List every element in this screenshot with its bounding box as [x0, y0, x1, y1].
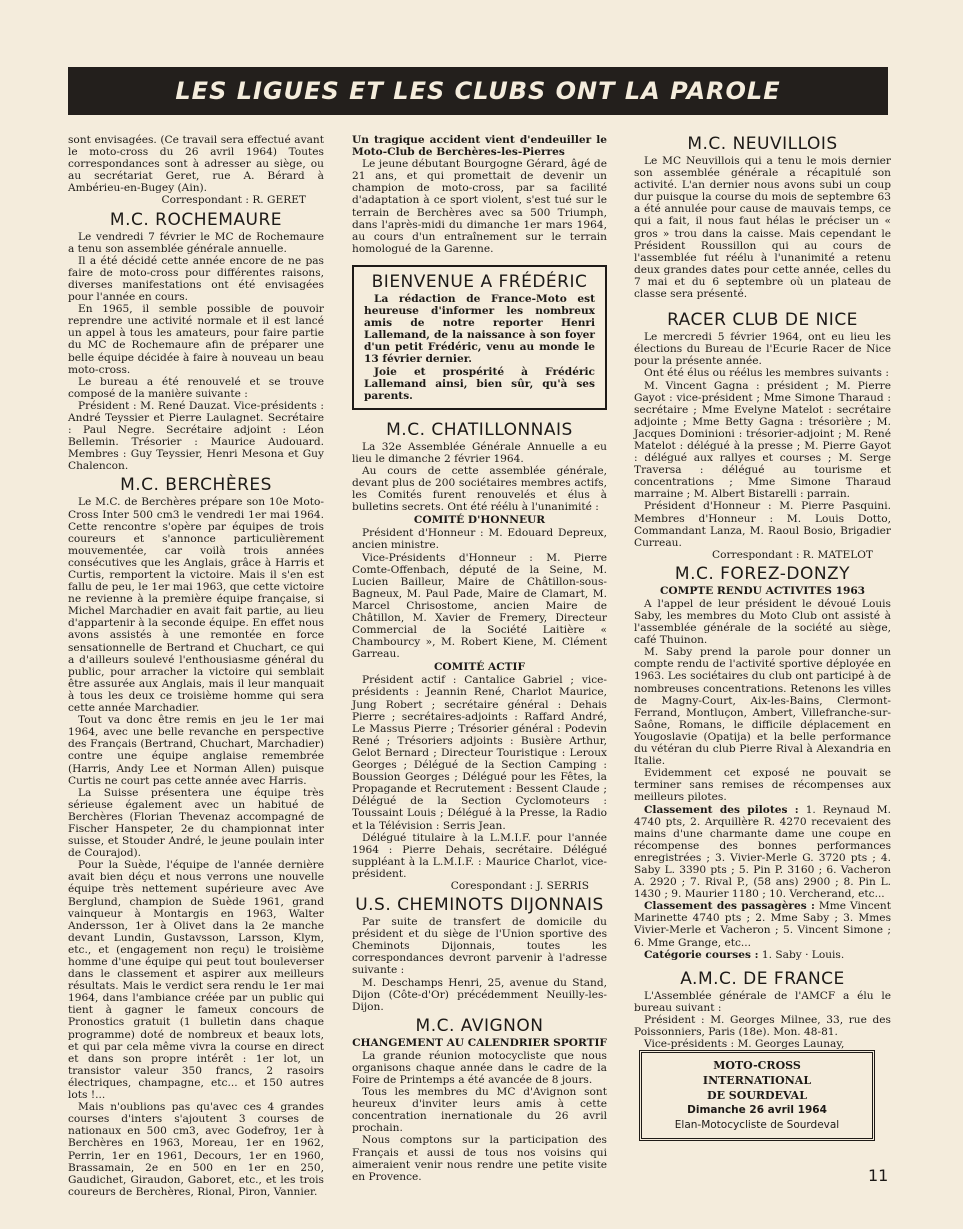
amc-paragraph: Président : M. Georges Milnee, 33, rue des Poissonniers, Paris (18e). Mon. 48-81.	[634, 1013, 891, 1038]
ad-line-1: MOTO-CROSS	[713, 1059, 801, 1072]
category-ranking	[634, 949, 891, 961]
welcome-paragraph: Joie et prospérité à Frédéric Lallemand ainsi, bien sûr, qu'à ses parents.	[364, 365, 595, 402]
rochemaure-paragraph: Le bureau a été renouvelé et se trouve composé de la manière suivante :	[68, 375, 324, 400]
chatillonnais-signature: Corespondant : J. SERRIS	[450, 879, 589, 892]
column-middle	[352, 134, 607, 1183]
rochemaure-paragraph: Il a été décidé cette année encore de ne pas faire de moto-cross pour différentes raisons, diverses manifestations ont été envisagées pour l'année en cours.	[68, 254, 324, 304]
amc-paragraph: L'Assemblée générale de l'AMCF a élu le bureau suivant :	[634, 989, 891, 1014]
nice-paragraph: Président d'Honneur : M. Pierre Pasquini. Membres d'Honneur : M. Louis Dotto, Commandant Lanza, M. Raoul Bosio, Brigadier Curreau.	[634, 500, 891, 549]
intro-text: sont envisagées. (Ce travail sera effectué avant le moto-cross du 26 avril 1964) Toutes correspondances sont à adresser au siège, ou au secrétariat Geret, rue A. Bérard à Ambérieu-en-Bugey (Ain).	[68, 134, 324, 195]
column-right	[634, 134, 891, 1050]
avignon-paragraph: Nous comptons sur la participation des Français et aussi de tous nos voisins qui aimeraient venir nous rendre une petite visite en Provence.	[352, 1134, 607, 1183]
category-label: Catégorie courses :	[644, 948, 759, 961]
category-text: 1. Saby · Louis.	[761, 948, 845, 961]
honour-paragraph: Président d'Honneur : M. Edouard Depreux, ancien ministre.	[352, 527, 607, 552]
neuvillois-title: M.C. NEUVILLOIS	[687, 134, 838, 154]
avignon-paragraph: Tous les membres du MC d'Avignon sont heureux d'inviter leurs amis à cette concentration inernationale du 26 avril prochain.	[352, 1086, 607, 1135]
bercheres-paragraph: Pour la Suède, l'équipe de l'année dernière avait bien déçu et nous verrons une nouvelle équipe très nettement supérieure avec Ave Berglund, champion de Suède 1961, grand vainqueur à Montargis en 1963, Walter Andersson, 1er à Olivet dans la 2e manche devant Lundin, Gustavsson, Larsson, Klym, etc., et (engagement non reçu) le troisième homme d'une équipe qui peut tout bouleverser dans le classement et aspirer aux meilleurs résultats. Mais le verdict sera rendu le 1er mai 1964, dans l'ambiance créée par un public qui tient à gagner le fameux concours de Pronostics gratuit (1 bulletin dans chaque programme) doté de nombreux et beaux lots, et qui par cela même vivra la course en direct et dans son propre intérêt : 1er lot, un transistor valeur 350 francs, 2 rasoirs électriques, champagne, etc... et 150 autres lots !...	[68, 859, 324, 1102]
ad-date: Dimanche 26 avril 1964	[687, 1104, 827, 1116]
forez-paragraph: A l'appel de leur président le dévoué Louis Saby, les membres du Moto Club ont assisté à l'assemblée générale de la société au siège, café Thuinon.	[634, 597, 891, 647]
pilots-text: 1. Reynaud M. 4740 pts, 2. Arquillère R. 4270 recevaient des mains d'une charmante dame une coupe en récompense des bonnes performances enregistrées ; 3. Vivier-Merle G. 3720 pts ; 4. Saby L. 3390 pts ; 5. Pin P. 3160 ; 6. Vacheron A. 2920 ; 7. Rival P., (58 ans) 2900 ; 8. Pin L. 1430 ; 9. Maurier 1180 ; 10. Vercherand, etc...	[634, 803, 891, 901]
bercheres-paragraph: La Suisse présentera une équipe très sérieuse également avec un habitué de Berchères (Florian Thevenaz accompagné de Fischer Hanspeter, 2e du championnat inter suisse, et Stouder André, le jeune poulain inter de Courajod).	[68, 786, 324, 860]
amc-title: A.M.C. DE FRANCE	[680, 968, 845, 989]
page-number: 11	[868, 1166, 889, 1185]
nice-title: RACER CLUB DE NICE	[667, 310, 858, 331]
pilots-ranking	[634, 804, 891, 901]
chatillonnais-paragraph: La 32e Assemblée Générale Annuelle a eu lieu le dimanche 2 février 1964.	[352, 440, 607, 465]
amc-paragraph: Vice-présidents : M. Georges Launay,	[644, 1038, 845, 1051]
active-paragraph: Président actif : Cantalice Gabriel ; vice-présidents : Jeannin René, Charlot Maurice, Jung Robert ; secrétaire général : Dehais Pierre ; secrétaires-adjoints : Raffard André, Le Massus Pierre ; Trésorier général : Podevin René ; Trésoriers adjoints : Busière Arthur, Gelot Bernard ; Directeur Touristique : Leroux Georges ; Délégué de la Section Camping : Boussion Georges ; Délégué pour les Fêtes, la Propagande et Recrutement : Bessent Claude ; Délégué de la Section Cyclomoteurs : Toussaint Louis ; Délégué à la Presse, la Radio et la Télévision : Serris Jean.	[352, 674, 607, 832]
bercheres-title: M.C. BERCHÈRES	[120, 475, 272, 496]
neuvillois-paragraph: Le MC Neuvillois qui a tenu le mois dernier son assemblée générale a récapitulé son activité. L'an dernier nous avons subi un coup dur puisque la course du mois de septembre 63 a été annulée pour cause de mauvais temps, ce qui a fait, il nous faut hélas le préciser un « gros » trou dans la caisse. Mais cependant le Président Roussillon qui au cours de l'assemblée fut réélu à l'unanimité a retenu deux grandes dates pour cette année, celles du 7 mai et du 6 septembre où un plateau de classe sera présenté.	[634, 155, 891, 301]
avignon-paragraph: La grande réunion motocycliste que nous organisons chaque année dans le cadre de la Foire de Printemps a été avancée de 8 jours.	[352, 1049, 607, 1086]
bercheres-paragraph: Le M.C. de Berchères prépare son 10e Moto-Cross Inter 500 cm3 le vendredi 1er mai 1964. Cette rencontre s'opère par équipes de trois coureurs et s'annonce particulièrement mouvementée, car voilà trois années consécutives que les Anglais, grâce à Harris et Curtis, remportent la victoire. Mais il s'en est fallu de peu, le 1er mai 1963, que cette victoire ne revienne à la première équipe française, si Michel Marchadier en avait fait partie, au lieu d'appartenir à la seconde équipe. En effet nous avons assistés à une remontée en force sensationnelle de Bertrand et Chuchart, ce qui a d'ailleurs soulevé l'enthousiasme général du public, pour arracher la victoire qui semblait être assurée aux Anglais, mais il leur manquait à tous les deux ce troisième homme qui sera cette année Marchadier.	[68, 496, 324, 715]
welcome-paragraph: La rédaction de France-Moto est heureuse d'informer les nombreux amis de notre reporter Henri Lallemand, de la naissance à son foyer d'un petit Frédéric, venu au monde le 13 février dernier.	[364, 292, 595, 366]
active-paragraph: Délégué titulaire à la L.M.I.F. pour l'année 1964 : Pierre Dehais, secrétaire. Délégué suppléant à la L.M.I.F. : Maurice Charlot, vice-président.	[352, 831, 607, 880]
cheminots-paragraph: M. Deschamps Henri, 25, avenue du Stand, Dijon (Côte-d'Or) précédemment Neuilly-les-Dijon.	[352, 976, 607, 1013]
intro-signature: Correspondant : R. GERET	[161, 194, 306, 207]
accident-headline: Un tragique accident vient d'endeuiller le Moto-Club de Berchères-les-Pierres	[352, 134, 607, 159]
chatillonnais-title: M.C. CHATILLONNAIS	[386, 419, 573, 440]
rochemaure-paragraph: Président : M. René Dauzat. Vice-présidents : André Teyssier et Pierre Laulagnet. Secrétaire : Paul Negre. Secrétaire adjoint : Léon Bellemin. Trésorier : Maurice Audouard. Membres : Guy Teyssier, Henri Mesona et Guy Chalencon.	[68, 399, 324, 473]
cheminots-title: U.S. CHEMINOTS DIJONNAIS	[355, 895, 604, 916]
avignon-subtitle: CHANGEMENT AU CALENDRIER SPORTIF	[352, 1036, 607, 1049]
active-committee-title: COMITÉ ACTIF	[434, 661, 525, 674]
rochemaure-paragraph: En 1965, il semble possible de pouvoir reprendre une activité normale et il est lancé un appel à tous les amateurs, pour faire partie du MC de Rochemaure afin de préparer une belle équipe décidée à faire à nouveau un beau moto-cross.	[68, 303, 324, 376]
rochemaure-title: M.C. ROCHEMAURE	[109, 209, 283, 230]
rochemaure-paragraph: Le vendredi 7 février le MC de Rochemaure a tenu son assemblée générale annuelle.	[68, 230, 324, 255]
avignon-title: M.C. AVIGNON	[415, 1015, 544, 1036]
column-left	[68, 134, 324, 1198]
ad-organizer: Elan-Motocycliste de Sourdeval	[674, 1119, 840, 1131]
welcome-title: BIENVENUE A FRÉDÉRIC	[371, 271, 588, 292]
nice-paragraph: Ont été élus ou réélus les membres suivants :	[644, 367, 889, 380]
honour-committee-title: COMITÉ D'HONNEUR	[413, 514, 546, 527]
nice-paragraph: M. Vincent Gagna : président ; M. Pierre Gayot : vice-président ; Mme Simone Tharaud : secrétaire ; Mme Evelyne Matelot : secrétaire adjointe ; Mme Betty Gagna : trésorière ; M. Jacques Dominioni : trésorier-adjoint ; M. René Matelot : délégué à la presse ; M. Pierre Gayot : délégué aux rallyes et courses ; M. Serge Traversa : délégué au tourisme et concentrations ; Mme Simone Tharaud marraine ; M. Albert Bistarelli : parrain.	[634, 379, 891, 501]
passengers-text: Mme Vincent Marinette 4740 pts ; 2. Mme Saby ; 3. Mmes Vivier-Merle et Vacheron ; 5. Vincent Simone ; 6. Mme Grange, etc...	[634, 900, 891, 949]
nice-signature: Correspondant : R. MATELOT	[712, 548, 873, 561]
section-banner	[68, 67, 888, 115]
passengers-ranking	[634, 900, 891, 948]
bercheres-paragraph: Mais n'oublions pas qu'avec ces 4 grandes courses d'inters s'ajoutent 3 courses de nationaux en 500 cm3, avec Godefroy, 1er à Berchères en 1963, Moreau, 1er en 1962, Perrin, 1er en 1961, Decours, 1er en 1960, Brassamain, 2e en 500 en 1er en 250, Gaudichet, Giraudon, Gaboret, etc., et les trois coureurs de Berchères, Rional, Piron, Vannier.	[68, 1101, 324, 1198]
banner-title: LES LIGUES ET LES CLUBS ONT LA PAROLE	[175, 77, 781, 105]
forez-subtitle: COMPTE RENDU ACTIVITES 1963	[659, 584, 866, 597]
passengers-label: Classement des passagères :	[644, 900, 815, 913]
ad-line-3: DE SOURDEVAL	[707, 1089, 807, 1102]
forez-paragraph: M. Saby prend la parole pour donner un compte rendu de l'activité sportive déployée en 1963. Les sociétaires du club ont participé à de nombreuses concentrations. Retenons les villes de Magny-Court, Aix-les-Bains, Clermont-Ferrand, Montluçon, Ambert, Villefranche-sur-Saône, Romans, le difficile déplacement en Yougoslavie (Opatija) et la belle performance du vétéran du club Pierre Rival à Alexandria en Italie.	[634, 646, 891, 768]
accident-text: Le jeune débutant Bourgogne Gérard, âgé de 21 ans, et qui promettait de devenir un champion de moto-cross, par sa facilité d'adaptation à ce sport violent, s'est tué sur le terrain de Berchères avec sa 500 Triumph, dans l'après-midi du dimanche 1er mars 1964, au cours d'un entraînement sur le terrain homologué de la Garenne.	[352, 158, 607, 255]
honour-paragraph: Vice-Présidents d'Honneur : M. Pierre Comte-Offenbach, député de la Seine, M. Lucien Bailleur, Maire de Châtillon-sous-Bagneux, M. Paul Pade, Maire de Clamart, M. Marcel Chrisostome, ancien Maire de Châtillon, M. Xavier de Fremery, Directeur Commercial de la Société Laitière « Chambourcy », M. Robert Kiene, M. Clément Garreau.	[352, 551, 607, 661]
cheminots-paragraph: Par suite de transfert de domicile du président et du siège de l'Union sportive des Cheminots Dijonnais, toutes les correspondances devront parvenir à l'adresse suivante :	[352, 916, 607, 977]
ad-line-2: INTERNATIONAL	[702, 1074, 812, 1087]
nice-paragraph: Le mercredi 5 février 1964, ont eu lieu les élections du Bureau de l'Ecurie Racer de Nice pour la présente année.	[634, 331, 891, 368]
moto-cross-advertisement	[639, 1050, 875, 1141]
pilots-label: Classement des pilotes :	[644, 803, 799, 816]
bercheres-paragraph: Tout va donc être remis en jeu le 1er mai 1964, avec une belle revanche en perspective des Français (Bertrand, Chuchart, Marchadier) contre une équipe anglaise remembrée (Harris, Andy Lee et Norman Allen) puisque Curtis ne court pas cette année avec Harris.	[68, 714, 324, 787]
forez-paragraph: Evidemment cet exposé ne pouvait se terminer sans remises de récompenses aux meilleurs pilotes.	[634, 767, 891, 804]
welcome-box	[352, 265, 607, 410]
chatillonnais-paragraph: Au cours de cette assemblée générale, devant plus de 200 sociétaires membres actifs, les Comités furent renouvelés et élus à bulletins secrets. Ont été réélu à l'unanimité :	[352, 464, 607, 514]
forez-title: M.C. FOREZ-DONZY	[674, 563, 851, 584]
